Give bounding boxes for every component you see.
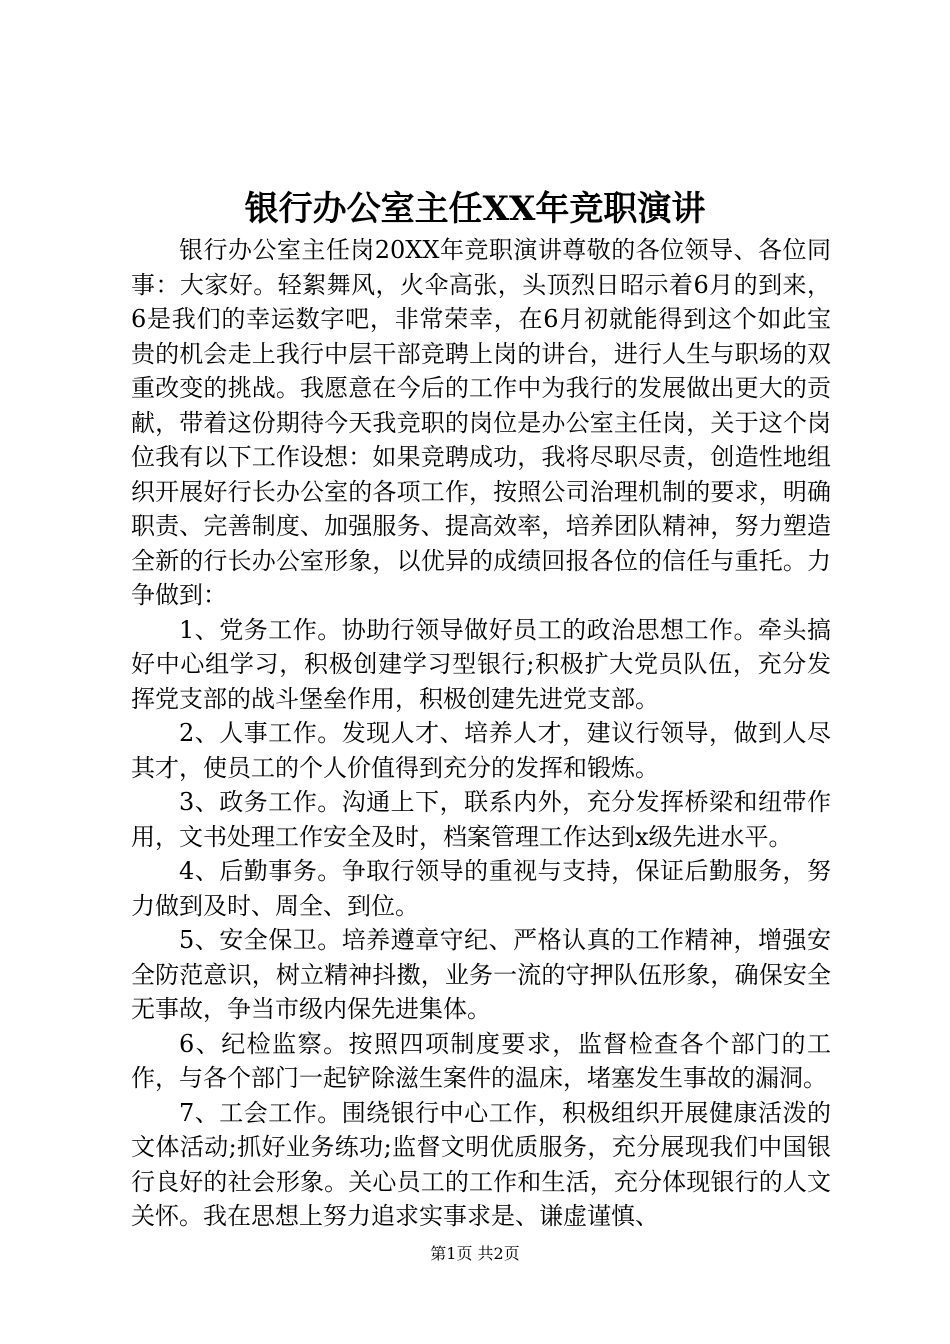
paragraph-item-2: 2、人事工作。发现人才、培养人才，建议行领导，做到人尽其才，使员工的个人价值得到充分的发挥和锻炼。: [131, 719, 831, 782]
paragraph-item-3: 3、政务工作。沟通上下，联系内外，充分发挥桥梁和纽带作用，文书处理工作安全及时，档案管理工作达到x级先进水平。: [131, 788, 831, 851]
document-body: [131, 233, 831, 1234]
paragraph-item-7: 7、工会工作。围绕银行中心工作，积极组织开展健康活泼的文体活动;抓好业务练功;监督文明优质服务，充分展现我们中国银行良好的社会形象。关心员工的工作和生活，充分体现银行的人文关怀。我在思想上努力追求实事求是、谦虚谨慎、: [131, 1098, 831, 1230]
paragraph-item-4: 4、后勤事务。争取行领导的重视与支持，保证后勤服务，努力做到及时、周全、到位。: [131, 857, 831, 920]
paragraph-item-6: 6、纪检监察。按照四项制度要求，监督检查各个部门的工作，与各个部门一起铲除滋生案件的温床，堵塞发生事故的漏洞。: [131, 1029, 831, 1092]
paragraph-item-5: 5、安全保卫。培养遵章守纪、严格认真的工作精神，增强安全防范意识，树立精神抖擞，业务一流的守押队伍形象，确保安全无事故，争当市级内保先进集体。: [131, 926, 831, 1023]
paragraph-item-1: 1、党务工作。协助行领导做好员工的政治思想工作。牵头搞好中心组学习，积极创建学习型银行;积极扩大党员队伍，充分发挥党支部的战斗堡垒作用，积极创建先进党支部。: [131, 615, 831, 713]
document-title: 银行办公室主任XX年竞职演讲: [244, 189, 706, 229]
page-footer: 第1页 共2页: [430, 1244, 520, 1263]
paragraph-intro: 银行办公室主任岗20XX年竞职演讲尊敬的各位领导、各位同事：大家好。轻絮舞风，火伞高张，头顶烈日昭示着6月的到来，6是我们的幸运数字吧，非常荣幸，在6月初就能得到这个如此宝贵的机会走上我行中层干部竞聘上岗的讲台，进行人生与职场的双重改变的挑战。我愿意在今后的工作中为我行的发展做出更大的贡献，带着这份期待今天我竞职的岗位是办公室主任岗，关于这个岗位我有以下工作设想：如果竞聘成功，我将尽职尽责，创造性地组织开展好行长办公室的各项工作，按照公司治理机制的要求，明确职责、完善制度、加强服务、提高效率，培养团队精神，努力塑造全新的行长办公室形象，以优异的成绩回报各位的信任与重托。力争做到：: [131, 236, 831, 609]
